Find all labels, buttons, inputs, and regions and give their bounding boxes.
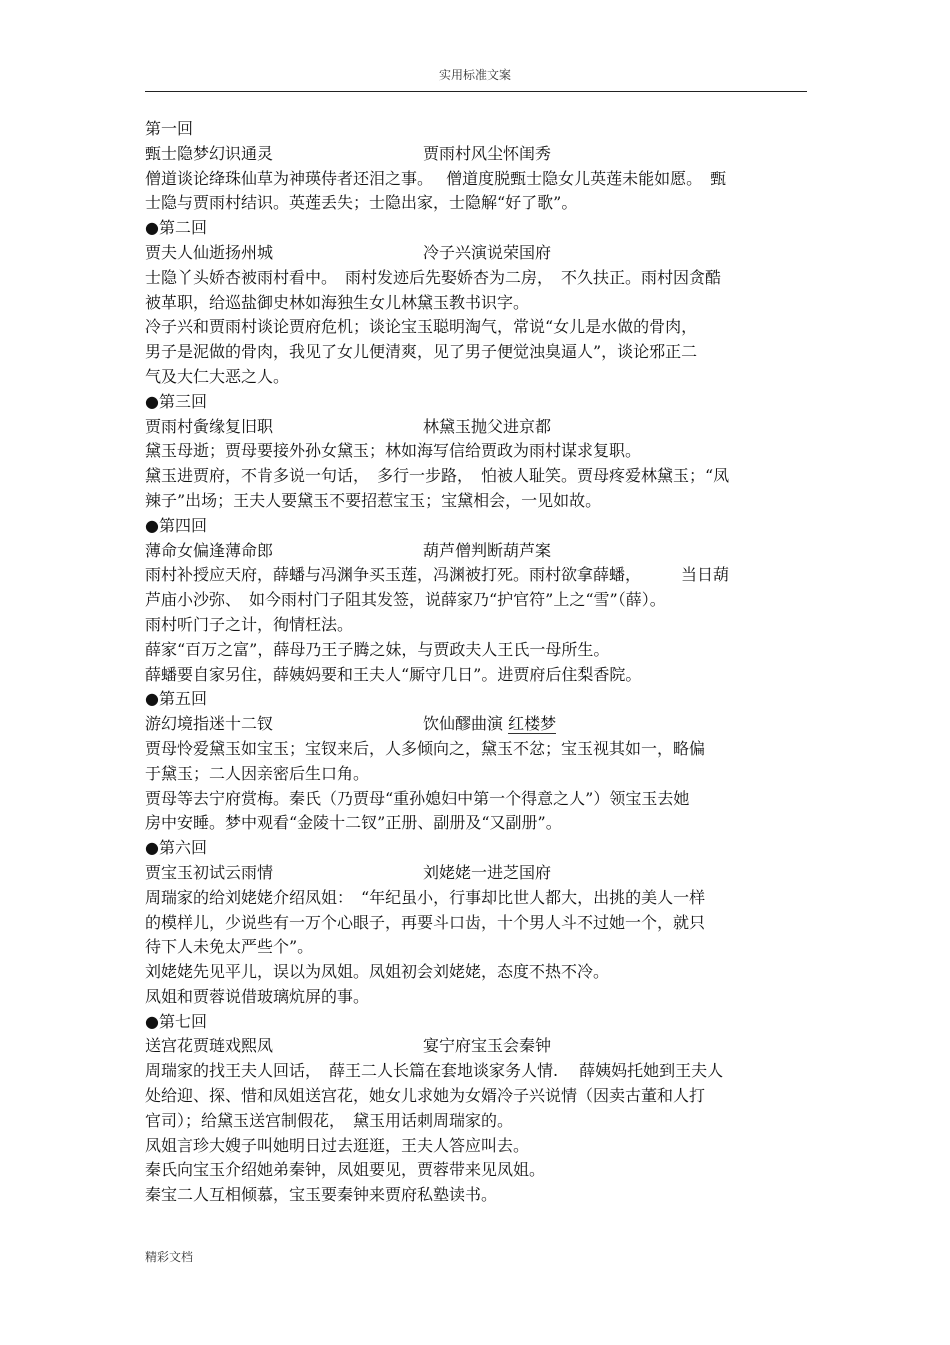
chapter-number: ●第七回 <box>145 1011 207 1031</box>
summary-line: 辣子”出场；王夫人要黛玉不要招惹宝玉；宝黛相会，一见如故。 <box>145 490 602 510</box>
chapter-number: ●第四回 <box>145 515 207 535</box>
summary-line: 凤姐言珍大嫂子叫她明日过去逛逛，王夫人答应叫去。 <box>145 1135 530 1155</box>
chapter-title-line <box>145 241 810 266</box>
summary-line: 周瑞家的找王夫人回话， 薛王二人长篇在套地谈家务人情. 薛姨妈托她到王夫人 <box>145 1061 724 1081</box>
summary-line: 冷子兴和贾雨村谈论贾府危机；谈论宝玉聪明淘气，常说“女儿是水做的骨肉， <box>145 317 698 337</box>
summary-line: 士隐与贾雨村结识。英莲丢失；士隐出家，士隐解“好了歌”。 <box>145 193 578 213</box>
summary-line: 男子是泥做的骨肉，我见了女儿便清爽，见了男子便觉浊臭逼人”，谈论邪正二 <box>145 342 698 362</box>
page-footer: 精彩文档 <box>145 1250 194 1264</box>
chapter-title-right-text: 冷子兴演说荣国府 <box>423 242 552 262</box>
summary-line: 黛玉进贾府，不肯多说一句话， 多行一步路， 怕被人耻笑。贾母疼爱林黛玉；“凤 <box>145 466 730 486</box>
chapter-title-right <box>423 241 551 266</box>
chapter-title-left: 甄士隐梦幻识通灵 <box>145 143 274 163</box>
summary-line: 薛家“百万之富”，薛母乃王子腾之妹，与贾政夫人王氏一母所生。 <box>145 639 610 659</box>
summary-line: 雨村补授应天府，薛蟠与冯渊争买玉莲，冯渊被打死。雨村欲拿薛蟠， 当日葫 <box>145 565 730 585</box>
chapter-title-left: 贾夫人仙逝扬州城 <box>145 242 274 262</box>
summary-line: 房中安睡。梦中观看“金陵十二钗”正册、副册及“又副册”。 <box>145 813 562 833</box>
chapter-title-right <box>423 539 551 564</box>
summary-line: 刘姥姥先见平儿，误以为凤姐。凤姐初会刘姥姥，态度不热不冷。 <box>145 962 610 982</box>
chapter-title-line <box>145 861 810 886</box>
summary-line: 秦宝二人互相倾慕，宝玉要秦钟来贾府私塾读书。 <box>145 1185 498 1205</box>
chapter-number: ●第三回 <box>145 391 207 411</box>
chapter-title-line <box>145 1034 810 1059</box>
summary-line: 贾母等去宁府赏梅。秦氏（乃贾母“重孙媳妇中第一个得意之人”）领宝玉去她 <box>145 788 690 808</box>
summary-line: 薛蟠要自家另住，薛姨妈要和王夫人“厮守几日”。进贾府后住梨香院。 <box>145 664 642 684</box>
page-header: 实用标准文案 <box>438 68 511 82</box>
document-body <box>145 117 810 1208</box>
chapter-title-right-text: 饮仙醪曲演 <box>423 714 504 734</box>
chapter-title-right <box>423 142 551 167</box>
chapter-title-left: 送宫花贾琏戏熙凤 <box>145 1036 274 1056</box>
chapter-title-left: 游幻境指迷十二钗 <box>145 714 274 734</box>
hyperlink-text[interactable]: 红楼梦 <box>508 714 557 734</box>
summary-line: 官司）；给黛玉送宫制假花， 黛玉用话刺周瑞家的。 <box>145 1110 514 1130</box>
chapter-number: ●第五回 <box>145 689 207 709</box>
summary-line: 处给迎、探、惜和凤姐送宫花，她女儿求她为女婿冷子兴说情（因卖古董和人打 <box>145 1086 706 1106</box>
summary-line: 秦氏向宝玉介绍她弟秦钟，凤姐要见，贾蓉带来见凤姐。 <box>145 1160 546 1180</box>
summary-line: 黛玉母逝；贾母要接外孙女黛玉；林如海写信给贾政为雨村谋求复职。 <box>145 441 642 461</box>
chapter-title-right <box>423 861 551 886</box>
chapter-title-right-text: 贾雨村风尘怀闺秀 <box>423 143 552 163</box>
chapter-title-left: 贾雨村夤缘复旧职 <box>145 416 274 436</box>
summary-line: 被革职，给巡盐御史林如海独生女儿林黛玉教书识字。 <box>145 292 530 312</box>
chapter-title-line <box>145 539 810 564</box>
chapter-title-right <box>423 1034 551 1059</box>
summary-line: 贾母怜爱黛玉如宝玉；宝钗来后，人多倾向之，黛玉不忿；宝玉视其如一，略偏 <box>145 738 706 758</box>
chapter-title-right <box>423 415 551 440</box>
summary-line: 雨村听门子之计，徇情枉法。 <box>145 614 354 634</box>
summary-line: 的模样儿，少说些有一万个心眼子，再要斗口齿，十个男人斗不过她一个，就只 <box>145 912 706 932</box>
summary-line: 周瑞家的给刘姥姥介绍凤姐： “年纪虽小，行事却比世人都大，出挑的美人一样 <box>145 887 706 907</box>
chapter-title-right-text: 葫芦僧判断葫芦案 <box>423 540 552 560</box>
summary-line: 僧道谈论绛珠仙草为神瑛侍者还泪之事。 僧道度脱甄士隐女儿英莲未能如愿。 甄 <box>145 168 727 188</box>
chapter-title-line <box>145 142 810 167</box>
chapter-title-line <box>145 415 810 440</box>
summary-line: 芦庙小沙弥、 如今雨村门子阻其发签，说薛家乃“护官符”上之“雪”（薛）。 <box>145 590 666 610</box>
chapter-title-right <box>423 712 556 737</box>
header-rule <box>145 91 807 92</box>
summary-line: 待下人未免太严些个”。 <box>145 937 314 957</box>
chapter-title-right-text: 林黛玉抛父进京都 <box>423 416 552 436</box>
summary-line: 于黛玉；二人因亲密后生口角。 <box>145 763 370 783</box>
chapter-title-left: 贾宝玉初试云雨情 <box>145 862 274 882</box>
chapter-number: ●第六回 <box>145 838 207 858</box>
chapter-number: ●第二回 <box>145 218 207 238</box>
summary-line: 凤姐和贾蓉说借玻璃炕屏的事。 <box>145 986 370 1006</box>
chapter-number: 第一回 <box>145 119 194 138</box>
chapter-title-right-text: 刘姥姥一进芝国府 <box>423 862 552 882</box>
summary-line: 气及大仁大恶之人。 <box>145 366 290 386</box>
chapter-title-line <box>145 712 810 737</box>
chapter-title-right-text: 宴宁府宝玉会秦钟 <box>423 1036 552 1056</box>
summary-line: 士隐丫头娇杏被雨村看中。 雨村发迹后先娶娇杏为二房， 不久扶正。雨村因贪酷 <box>145 267 722 287</box>
chapter-title-left: 薄命女偏逢薄命郎 <box>145 540 274 560</box>
